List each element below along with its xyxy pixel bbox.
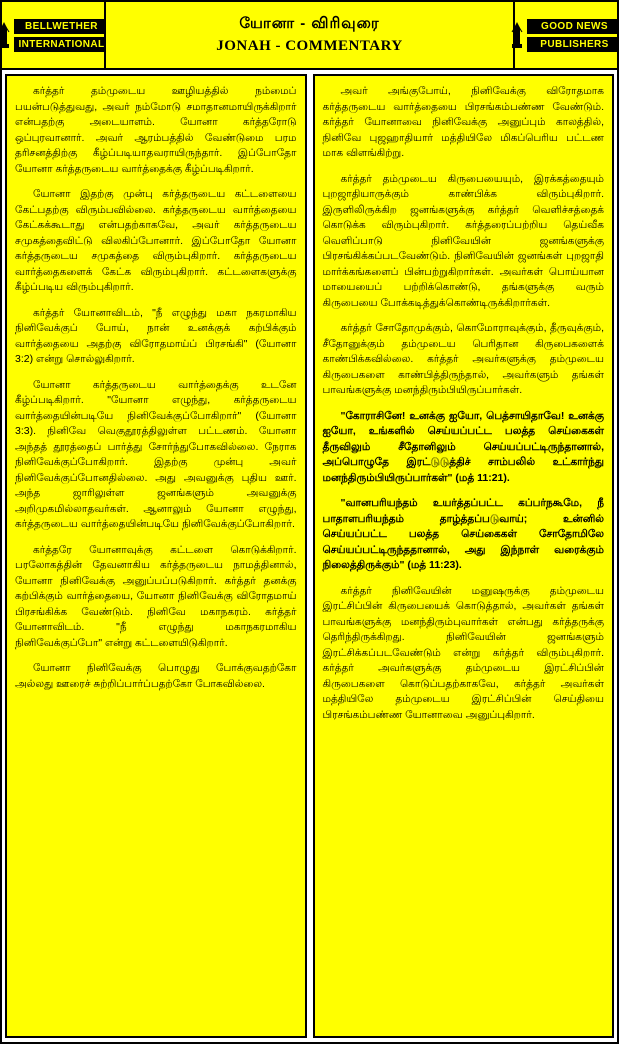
paragraph: கர்த்தர் யோனாவிடம், "நீ எழுந்து மகா நகரமாகிய நினிவேக்குப் போய், நான் உனக்குக் கற்பிக்கும் வார்த்தையை அதற்கு விரோதமாய்ப் பிரசங்கி" (யோனா 3:2) என்று சொல்லுகிறார்.: [15, 306, 297, 365]
paragraph: யோனா நினிவேக்கு பொழுது போக்குவதற்கோ அல்லது ஊரைச் சுற்றிப்பார்ப்பதற்கோ போகவில்லை.: [15, 662, 297, 690]
right-text-column: [313, 74, 615, 1038]
tower-icon: [510, 22, 524, 48]
bellwether-international-logo: [2, 2, 106, 68]
paragraph: யோனா இதற்கு முன்பு கர்த்தருடைய கட்டளையை கேட்பதற்கு விரும்பவில்லை. கர்த்தருடைய வார்த்தையை கேட்கக்கூடாது என்பதற்காகவே, அவர் கர்த்தருடைய சமுகத்தைவிட்டு விலகிப்போனார். இப்போதோ யோனா கர்த்தருடைய சமுகத்தை விரும்புகிறார். கர்த்தருடைய வார்த்தைகளைக் கேட்க விரும்புகிறார். கட்டளைகளுக்கு கீழ்ப்படிய விரும்புகிறார்.: [15, 188, 297, 293]
paragraph: கர்த்தர் சோதோமுக்கும், கொமோராவுக்கும், தீருவுக்கும், சீதோனுக்கும் தம்முடைய பெரிதான கிருபைகளைக் காண்பிக்கவில்லை. கர்த்தர் அவர்களுக்கு தம்முடைய கிருபைகளை காண்பித்திருந்தால், அவர்களும் தங்கள் பாவங்களுக்கு மனந்திரும்பியிருப்பார்கள்.: [322, 322, 604, 396]
title-tamil: யோனா - விரிவுரை: [239, 15, 380, 32]
paragraph: கர்த்தரே யோனாவுக்கு கட்டளை கொடுக்கிறார். பரலோகத்தின் தேவனாகிய கர்த்தருடைய நாமத்தினால், யோனா நினிவேக்கு அனுப்பப்படுகிறார். கர்த்தர் தனக்கு கற்பிக்கும் வார்த்தையை, யோனா நினிவேக்கு விரோதமாய் பிரசங்கிக்க வேண்டும். நினிவே மகாநகரம். கர்த்தர் யோனாவிடம். "நீ எழுந்து மகாநகரமாகிய நினிவேக்குப்போ" என்று கட்டளையிடுகிறார்.: [15, 543, 297, 649]
paragraph: கர்த்தர் நினிவேயின் மனுஷருக்கு தம்முடைய இரட்சிப்பின் கிருபையைக் கொடுத்தால், அவர்கள் தங்கள் பாவங்களுக்கு மனந்திரும்புவார்கள் என்பது கர்த்தருக்கு தெரிந்திருக்கிறது. நினிவேயின் ஜனங்களும் இரட்சிக்கப்படவேண்டும் என்று கர்த்தர் விரும்புகிறார். கர்த்தர் அவர்களுக்கு தம்முடைய இரட்சிப்பின் கிருபைகளை கொடுப்பதற்காகவே, கர்த்தர் அவர்கள் மத்தியிலே தம்முடைய இரட்சிப்பின் செய்தியை பிரசங்கம்பண்ண யோனாவை அனுப்புகிறார்.: [322, 584, 604, 721]
paragraph: அவர் அங்குபோய், நினிவேக்கு விரோதமாக கர்த்தருடைய வார்த்தையை பிரசங்கம்பண்ண வேண்டும். கர்த்தர் யோனாவை நினிவேக்கு அனுப்பும் காலத்தில், நினிவே புஜஹாதியார் மத்தியிலே மிகப்பெரிய பட்டண மாக விளங்கிற்று.: [322, 85, 604, 159]
bellwether-logo-line1: BELLWETHER: [14, 19, 110, 34]
paragraph: கர்த்தர் தம்முடைய கிருபையையும், இரக்கத்தையும் புறஜாதியாருக்கும் காண்பிக்க விரும்புகிறார். இருளிலிருக்கிற ஜனங்களுக்கு கர்த்தர் வெளிச்சத்தைக் கொடுக்க விரும்புகிறார். கர்த்தரைப்பற்றிய தெய்வீக வெளிப்பாடு நினிவேயின் ஜனங்களுக்கு பிரசங்கிக்கப்படவேண்டும். நினிவேயின் ஜனங்கள் புறஜாதி மார்க்கங்களைப் பின்பற்றுகிறார்கள். அவர்கள் பொய்யான மாயையைப் பற்றிக்கொண்டு, தங்களுக்கு வரும் கிருபையை போக்கடித்துக்கொண்டிருக்கிறார்கள்.: [322, 172, 604, 309]
page-title: [106, 2, 513, 68]
paragraph: யோனா கர்த்தருடைய வார்த்தைக்கு உடனே கீழ்ப்படிகிறார். "யோனா எழுந்து, கர்த்தருடைய வார்த்தையின்படியே நினிவேக்குப்போகிறார்" (யோனா 3:3). நினிவே வெகுதூரத்திலுள்ள பட்டணம். யோனா அந்தத் தூரத்தைப் பார்த்து சோர்ந்துபோகவில்லை. நேராக நினிவேக்குப்போகிறார். இதற்கு முன்பு அவர் நினிவேக்குப்போனதில்லை. அது அவனுக்கு புதிய ஊர். அந்த ஜாரிலுள்ள ஜனங்களும் அவனுக்கு அறிமுகமில்லாதவர்கள். ஆனாலும் யோனா எழுந்து, கர்த்தருடைய வார்த்தையின்படியே நினிவேக்குப்போகிறார்.: [15, 378, 297, 530]
title-english: JONAH - COMMENTARY: [216, 38, 403, 54]
scripture-quote: "கோராசினே! உனக்கு ஐயோ, பெத்சாயிதாவே! உனக்கு ஐயோ, உங்களில் செய்யப்பட்ட பலத்த செய்கைகள் தீருவிலும் சீதோனிலும் செய்யப்பட்டிருந்தானால், அப்பொழுதே இரட்டுடுத்திச் சாம்பலில் உட்கார்ந்து மனந்திரும்பியிருப்பார்கள்" (மத் 11:21).: [322, 409, 604, 484]
paragraph: கர்த்தர் தம்முடைய ஊழியத்தில் நம்மைப் பயன்படுத்துவது, அவர் நம்மோடு சமாதானமாயிருக்கிறார் என்பதற்கு அடையாளம். யோனா கர்த்தரோடு ஒப்புரவானார். அவர் ஆரம்பத்தில் வேண்டுமை பரம தரிசனத்திற்கு கீழ்ப்படியாதவராயிருந்தார். இப்போதோ யோனா கர்த்தருடைய வார்த்தைக்கு கீழ்ப்படிகிறார்.: [15, 85, 297, 175]
bellwether-logo-line2: INTERNATIONAL: [14, 37, 110, 52]
tower-icon: [0, 22, 11, 48]
page-header: [2, 2, 617, 70]
good-news-logo-line2: PUBLISHERS: [527, 37, 619, 52]
good-news-publishers-logo: [513, 2, 617, 68]
good-news-logo-line1: GOOD NEWS: [527, 19, 619, 34]
left-text-column: [5, 74, 307, 1038]
page-body: [2, 70, 617, 1042]
scripture-quote: "வானபரியந்தம் உயர்த்தப்பட்ட கப்பர்நகூமே, நீ பாதாளபரியந்தம் தாழ்த்தப்படுவாய்; உன்னில் செய்யப்பட்ட பலத்த செய்கைகள் சோதோமிலே செய்யப்பட்டிருந்ததானால், அது இந்நாள் வரைக்கும் நிலைத்திருக்கும்" (மத் 11:23).: [322, 497, 604, 571]
